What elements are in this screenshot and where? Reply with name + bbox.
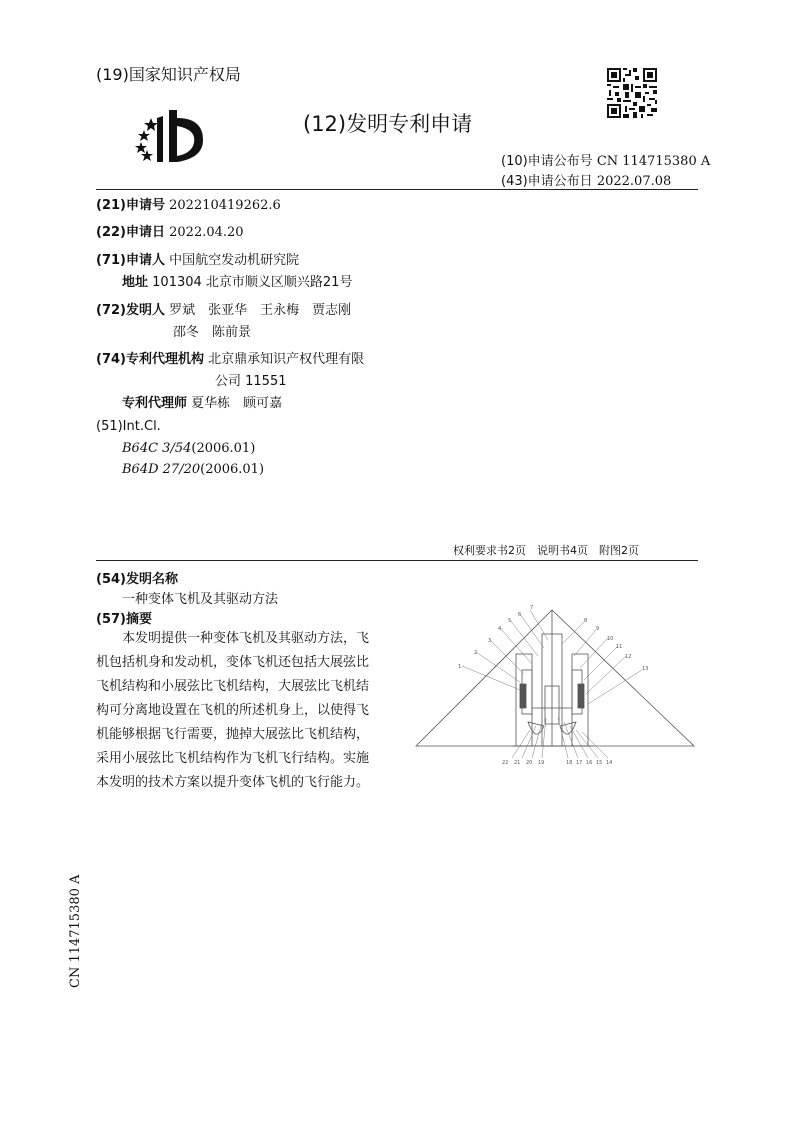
abstract-text: [96, 627, 386, 795]
figure-label: 12: [625, 654, 632, 660]
figure-label: 4: [498, 626, 502, 632]
cnipa-logo-icon: [133, 106, 205, 168]
applicant-row: [96, 249, 299, 268]
figure-label: 16: [586, 760, 593, 766]
figure-label: 22: [502, 760, 509, 766]
ipc-version: (2006.01): [200, 462, 265, 477]
abstract-line: 机包括机身和发动机，变体飞机还包括大展弦比: [96, 655, 370, 670]
figure-label: 5: [508, 618, 512, 624]
agents: 夏华栋 顾可嘉: [191, 396, 283, 411]
page-counts: 权利要求书2页 说明书4页 附图2页: [453, 544, 639, 557]
figure-label: 8: [584, 618, 588, 624]
figure-label: 3: [488, 638, 492, 644]
application-date-row: [96, 221, 244, 240]
publication-date: 2022.07.08: [596, 174, 672, 189]
abstract-line: 采用小展弦比飞机结构作为飞机飞行结构。实施: [96, 751, 370, 766]
abstract-line: 构可分离地设置在飞机的所述机身上，以使得飞: [96, 703, 370, 718]
office-name: (19)国家知识产权局: [96, 65, 241, 84]
qr-code-icon: [607, 68, 657, 118]
inventors-line1: 罗斌 张亚华 王永梅 贾志刚: [169, 303, 352, 318]
abstract-figure: [412, 604, 698, 774]
agency-line1: 北京鼎承知识产权代理有限: [208, 352, 365, 367]
intcl-label: (51)Int.Cl.: [96, 419, 161, 434]
figure-label: 17: [576, 760, 583, 766]
agency-line2: 公司 11551: [215, 374, 287, 389]
publication-number-label: (10)申请公布号: [501, 154, 593, 169]
address: 101304 北京市顺义区顺兴路21号: [152, 275, 353, 290]
applicant-label: (71)申请人: [96, 253, 165, 268]
figure-label: 2: [474, 650, 478, 656]
ipc-code: B64C 3/54: [122, 441, 192, 456]
abstract-line: 飞机结构和小展弦比飞机结构，大展弦比飞机结: [96, 679, 370, 694]
applicant: 中国航空发动机研究院: [169, 253, 300, 268]
agency-row: [96, 348, 364, 367]
agency-label: (74)专利代理机构: [96, 352, 204, 367]
figure-label: 15: [596, 760, 603, 766]
application-number: 202210419262.6: [169, 198, 281, 213]
figure-label: 7: [530, 605, 534, 611]
agent-row: [122, 392, 282, 411]
title-label: (54)发明名称: [96, 572, 178, 587]
inventors-label: (72)发明人: [96, 303, 165, 318]
application-date: 2022.04.20: [169, 225, 244, 240]
ipc-code: B64D 27/20: [122, 462, 201, 477]
figure-label: 10: [607, 636, 614, 642]
address-row: [122, 271, 352, 290]
section-divider: [96, 560, 698, 561]
figure-label: 19: [538, 760, 545, 766]
figure-label: 20: [526, 760, 533, 766]
aircraft-outline: [416, 610, 694, 746]
figure-label: 18: [566, 760, 573, 766]
application-number-row: [96, 194, 281, 213]
application-number-label: (21)申请号: [96, 198, 165, 213]
figure-label: 21: [514, 760, 521, 766]
application-date-label: (22)申请日: [96, 225, 165, 240]
publication-date-row: [501, 170, 671, 189]
inventors-row: [96, 299, 351, 318]
publication-number-row: [501, 150, 710, 169]
abstract-line: 本发明的技术方案以提升变体飞机的飞行能力。: [96, 775, 370, 790]
ipc-row-2: [122, 462, 264, 477]
figure-label: 9: [596, 626, 600, 632]
ipc-row-1: [122, 441, 255, 456]
address-label: 地址: [122, 275, 149, 290]
publication-number: CN 114715380 A: [596, 154, 711, 169]
ipc-version: (2006.01): [191, 441, 256, 456]
inventors-line2: 邵冬 陈前景: [173, 325, 252, 340]
figure-label: 14: [606, 760, 613, 766]
publication-date-label: (43)申请公布日: [501, 174, 593, 189]
document-type: (12)发明专利申请: [303, 112, 473, 136]
agent-label: 专利代理师: [122, 396, 188, 411]
figure-label: 11: [616, 644, 623, 650]
invention-title: 一种变体飞机及其驱动方法: [122, 592, 279, 607]
abstract-label: (57)摘要: [96, 612, 152, 627]
abstract-line: 本发明提供一种变体飞机及其驱动方法，飞: [96, 631, 370, 646]
figure-label: 1: [458, 664, 462, 670]
figure-label: 13: [642, 666, 649, 672]
abstract-line: 机能够根据飞行需要，抛掉大展弦比飞机结构，: [96, 727, 370, 742]
side-publication-number: CN 114715380 A: [68, 874, 83, 988]
figure-label: 6: [518, 612, 522, 618]
header-divider: [96, 189, 698, 190]
